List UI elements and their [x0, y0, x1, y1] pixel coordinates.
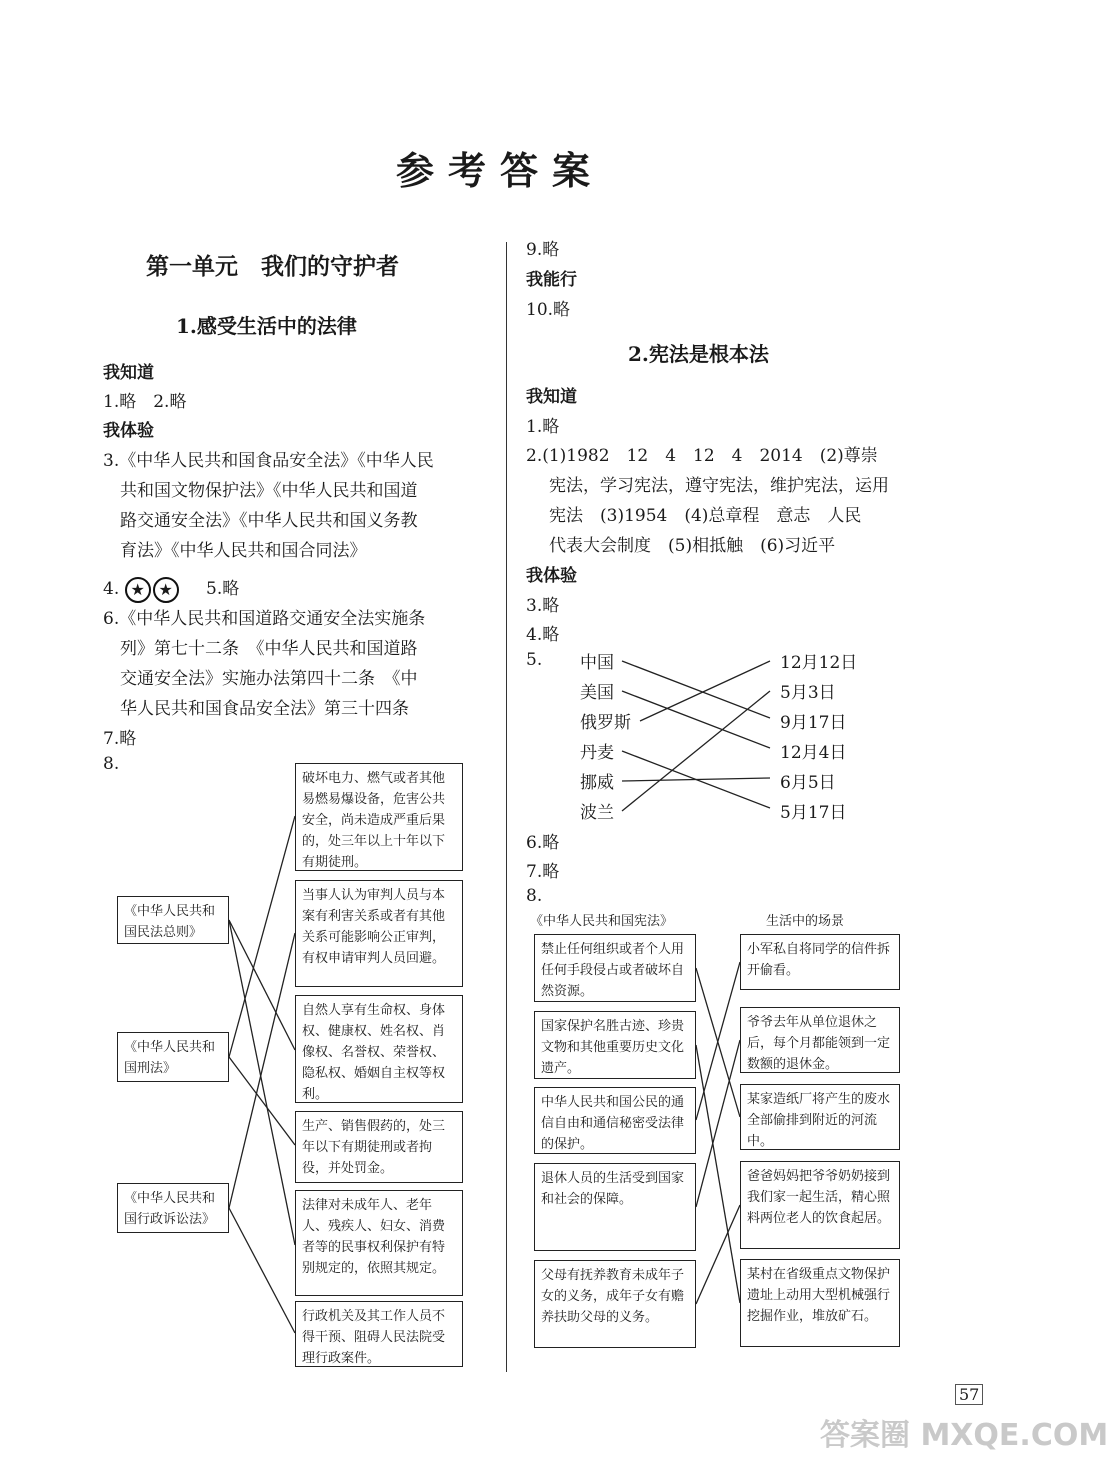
- law-box: 《中华人民共和国刑法》: [117, 1032, 229, 1082]
- date-label: 12月4日: [780, 743, 847, 763]
- match-line: [696, 1045, 740, 1303]
- constitution-box: 国家保护名胜古迹、珍贵文物和其他重要历史文化遗产。: [534, 1011, 696, 1079]
- answer-line: 7.略: [103, 729, 137, 749]
- constitution-box: 退休人员的生活受到国家和社会的保障。: [534, 1163, 696, 1251]
- match-line: [696, 1205, 740, 1304]
- unit-heading: 第一单元 我们的守护者: [146, 253, 399, 280]
- answer-line: 宪法 (3)1954 (4)总章程 意志 人民: [549, 506, 862, 526]
- scene-box: 小军私自将同学的信件拆开偷看。: [740, 934, 900, 990]
- constitution-box: 父母有抚养教育未成年子女的义务，成年子女有赡养扶助父母的义务。: [534, 1260, 696, 1348]
- answer-line: 交通安全法》实施办法第四十二条 《中: [120, 669, 418, 689]
- answer-line: 8.: [103, 754, 120, 774]
- answer-line: 1.略 2.略: [103, 392, 187, 412]
- answer-line: 6.略: [526, 833, 560, 853]
- match-line: [622, 691, 770, 748]
- answer-line: 8.: [526, 886, 543, 906]
- match-line: [229, 920, 295, 1050]
- answer-line: 宪法，学习宪法，遵守宪法，维护宪法，运用: [549, 476, 889, 496]
- match-line: [622, 661, 770, 718]
- law-clause-box: 自然人享有生命权、身体权、健康权、姓名权、肖像权、名誉权、荣誉权、隐私权、婚姻自主权等权利。: [295, 995, 463, 1103]
- match-line: [229, 1208, 295, 1333]
- answer-line: 华人民共和国食品安全法》第三十四条: [120, 699, 409, 719]
- match-line: [229, 1057, 295, 1145]
- answer-line: 7.略: [526, 862, 560, 882]
- answer-line: 3.《中华人民共和国食品安全法》《中华人民: [103, 451, 434, 471]
- section-experience: 我体验: [526, 566, 577, 586]
- match-line: [696, 968, 740, 1117]
- date-label: 5月3日: [780, 683, 836, 703]
- section-can: 我能行: [526, 270, 577, 290]
- date-label: 5月17日: [780, 803, 847, 823]
- law-clause-box: 破坏电力、燃气或者其他易燃易爆设备，危害公共安全，尚未造成严重后果的，处三年以上十年以下有期徒刑。: [295, 763, 463, 871]
- answer-line: 3.略: [526, 596, 560, 616]
- answer-line: 路交通安全法》《中华人民共和国义务教: [120, 511, 418, 531]
- answer-line: 5.: [526, 650, 543, 670]
- law-clause-box: 法律对未成年人、老年人、残疾人、妇女、消费者等的民事权利保护有特别规定的，依照其规定。: [295, 1190, 463, 1296]
- law-clause-box: 生产、销售假药的，处三年以下有期徒刑或者拘役，并处罚金。: [295, 1111, 463, 1183]
- lesson2-heading: 2.宪法是根本法: [628, 342, 769, 366]
- section-know: 我知道: [103, 363, 154, 383]
- constitution-box: 禁止任何组织或者个人用任何手段侵占或者破坏自然资源。: [534, 934, 696, 1002]
- law-box: 《中华人民共和国行政诉讼法》: [117, 1183, 229, 1233]
- match-line: [696, 962, 740, 1120]
- section-know: 我知道: [526, 387, 577, 407]
- country-label: 俄罗斯: [580, 713, 631, 733]
- scene-box: 爸爸妈妈把爷爷奶奶接到我们家一起生活，精心照料两位老人的饮食起居。: [740, 1161, 900, 1249]
- match-line: [622, 751, 770, 808]
- answer-line: 代表大会制度 (5)相抵触 (6)习近平: [549, 536, 836, 556]
- country-label: 美国: [580, 683, 614, 703]
- column-header: 《中华人民共和国宪法》: [530, 914, 674, 929]
- date-label: 12月12日: [780, 653, 858, 673]
- answer-line: [103, 574, 239, 603]
- law-clause-box: 行政机关及其工作人员不得干预、阻碍人民法院受理行政案件。: [295, 1301, 463, 1367]
- country-label: 中国: [580, 653, 614, 673]
- match-line: [622, 691, 770, 811]
- match-line: [229, 920, 295, 1245]
- scene-box: 某家造纸厂将产生的废水全部偷排到附近的河流中。: [740, 1084, 900, 1150]
- match-line: [696, 1040, 740, 1207]
- answer-line: 10.略: [526, 300, 571, 320]
- answer-line: 列》第七十二条 《中华人民共和国道路: [120, 639, 418, 659]
- column-divider: [506, 242, 507, 1372]
- answer-line: 育法》《中华人民共和国合同法》: [120, 541, 367, 561]
- answer-label: 5.略: [206, 579, 240, 599]
- answer-line: 共和国文物保护法》《中华人民共和国道: [120, 481, 418, 501]
- answer-line: 6.《中华人民共和国道路交通安全法实施条: [103, 609, 426, 629]
- answer-label: 4.: [103, 579, 120, 599]
- country-label: 波兰: [580, 803, 614, 823]
- match-line: [229, 816, 295, 1057]
- section-experience: 我体验: [103, 421, 154, 441]
- star-icon: ★: [125, 577, 151, 603]
- watermark-logo: 答案圈 MXQE.COM: [820, 1418, 1108, 1453]
- constitution-box: 中华人民共和国公民的通信自由和通信秘密受法律的保护。: [534, 1087, 696, 1154]
- answer-line: 2.(1)1982 12 4 12 4 2014 (2)尊崇: [526, 446, 878, 466]
- page-number: 57: [955, 1384, 983, 1405]
- star-icon: ★: [153, 577, 179, 603]
- scene-box: 爷爷去年从单位退休之后，每个月都能领到一定数额的退休金。: [740, 1007, 900, 1073]
- answer-line: 1.略: [526, 417, 560, 437]
- page-title: 参考答案: [395, 148, 604, 193]
- match-line: [622, 778, 770, 781]
- column-header: 生活中的场景: [766, 914, 845, 929]
- lesson1-heading: 1.感受生活中的法律: [176, 314, 357, 338]
- match-line: [229, 933, 295, 1208]
- scene-box: 某村在省级重点文物保护遗址上动用大型机械强行挖掘作业，堆放矿石。: [740, 1259, 900, 1347]
- date-label: 6月5日: [780, 773, 836, 793]
- match-line: [640, 661, 770, 721]
- answer-line: 4.略: [526, 625, 560, 645]
- country-label: 丹麦: [580, 743, 614, 763]
- law-clause-box: 当事人认为审判人员与本案有利害关系或者有其他关系可能影响公正审判，有权申请审判人员回避。: [295, 880, 463, 987]
- law-box: 《中华人民共和国民法总则》: [117, 896, 229, 944]
- answer-line: 9.略: [526, 240, 560, 260]
- date-label: 9月17日: [780, 713, 847, 733]
- country-label: 挪威: [580, 773, 614, 793]
